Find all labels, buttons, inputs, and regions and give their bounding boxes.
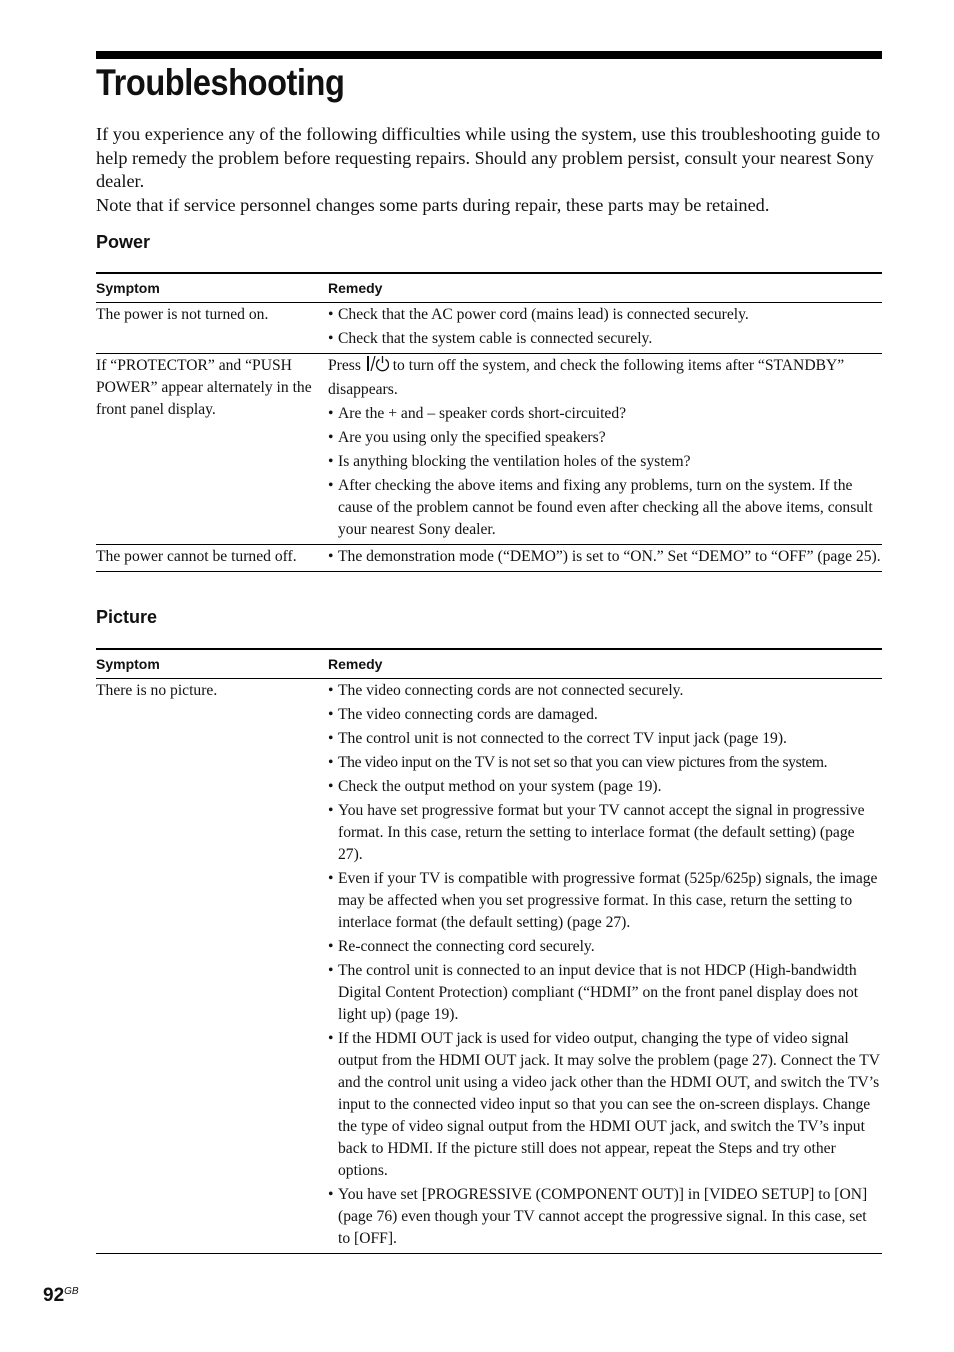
remedy-item: • You have set [PROGRESSIVE (COMPONENT OUT)] in [VIDEO SETUP] to [ON] (page 76) even though your TV cannot accept the progressive signal. In this case, set to [OFF]. [328,1184,882,1250]
table-row [96,354,882,545]
table-row [96,303,882,354]
symptom-cell: The power is not turned on. [96,303,328,354]
remedy-cell [328,679,882,1254]
page-number-value: 92 [43,1285,65,1306]
column-header-symptom: Symptom [96,273,328,303]
remedy-item: • The video connecting cords are damaged. [328,704,882,726]
remedy-item: • Is anything blocking the ventilation holes of the system? [328,451,882,473]
page-number [43,1285,79,1307]
picture-table [96,648,882,1254]
remedy-cell [328,303,882,354]
remedy-item: • The video input on the TV is not set so that you can view pictures from the system. [328,752,882,774]
power-table [96,272,882,572]
remedy-item: • Are the + and – speaker cords short-circuited? [328,403,882,425]
table-row [96,679,882,1254]
remedy-lead-after: to turn off the system, and check the following items after “STANDBY” disappears. [328,357,845,398]
remedy-lead-before: Press [328,357,365,374]
remedy-item: • After checking the above items and fixing any problems, turn on the system. If the cause of the problem cannot be found even after checking all the above items, consult your nearest Sony dealer. [328,475,882,541]
remedy-item: • Check the output method on your system (page 19). [328,776,882,798]
remedy-item: • The control unit is not connected to the correct TV input jack (page 19). [328,728,882,750]
remedy-item: • Check that the AC power cord (mains lead) is connected securely. [328,304,882,326]
column-header-remedy: Remedy [328,273,882,303]
remedy-cell [328,545,882,572]
remedy-item: • The demonstration mode (“DEMO”) is set to “ON.” Set “DEMO” to “OFF” (page 25). [328,546,882,568]
power-button-icon [365,355,389,379]
table-header-row [96,273,882,303]
symptom-cell: There is no picture. [96,679,328,1254]
symptom-cell: If “PROTECTOR” and “PUSH POWER” appear alternately in the front panel display. [96,354,328,545]
remedy-item: • The video connecting cords are not connected securely. [328,680,882,702]
page-title: Troubleshooting [96,62,345,103]
intro-note: Note that if service personnel changes some parts during repair, these parts may be retained. [96,194,770,215]
table-row [96,545,882,572]
symptom-cell: The power cannot be turned off. [96,545,328,572]
remedy-cell [328,354,882,545]
remedy-item: • Check that the system cable is connected securely. [328,328,882,350]
section-heading-picture: Picture [96,607,158,627]
remedy-item: • You have set progressive format but your TV cannot accept the signal in progressive format. In this case, return the setting to interlace format (the default setting) (page 27). [328,800,882,866]
remedy-lead [328,355,882,401]
remedy-item: • Even if your TV is compatible with progressive format (525p/625p) signals, the image may be affected when you set progressive format. In this case, return the setting to interlace format (the default setting) (page 27). [328,868,882,934]
page-number-suffix: GB [64,1286,79,1297]
column-header-remedy: Remedy [328,649,882,679]
remedy-item: • Re-connect the connecting cord securely. [328,936,882,958]
column-header-symptom: Symptom [96,649,328,679]
section-heading-power: Power [96,232,151,252]
intro-paragraph: If you experience any of the following difficulties while using the system, use this troubleshooting guide to help remedy the problem before requesting repairs. Should any problem persist, consult your nearest Sony dealer. [96,124,881,191]
table-header-row [96,649,882,679]
intro-text [96,123,886,217]
title-rule [96,51,882,59]
remedy-item: • If the HDMI OUT jack is used for video output, changing the type of video signal output from the HDMI OUT jack. It may solve the problem (page 27). Connect the TV and the control unit using a video jack other than the HDMI OUT, and switch the TV’s input to the connected video input so that you can see the on-screen displays. Change the type of video signal output from the HDMI OUT jack, and switch the TV’s input back to HDMI. If the picture still does not appear, repeat the Steps and try other options. [328,1028,882,1182]
remedy-item: • The control unit is connected to an input device that is not HDCP (High-bandwidth Digital Content Protection) compliant (“HDMI” on the front panel display does not light up) (page 19). [328,960,882,1026]
remedy-item: • Are you using only the specified speakers? [328,427,882,449]
